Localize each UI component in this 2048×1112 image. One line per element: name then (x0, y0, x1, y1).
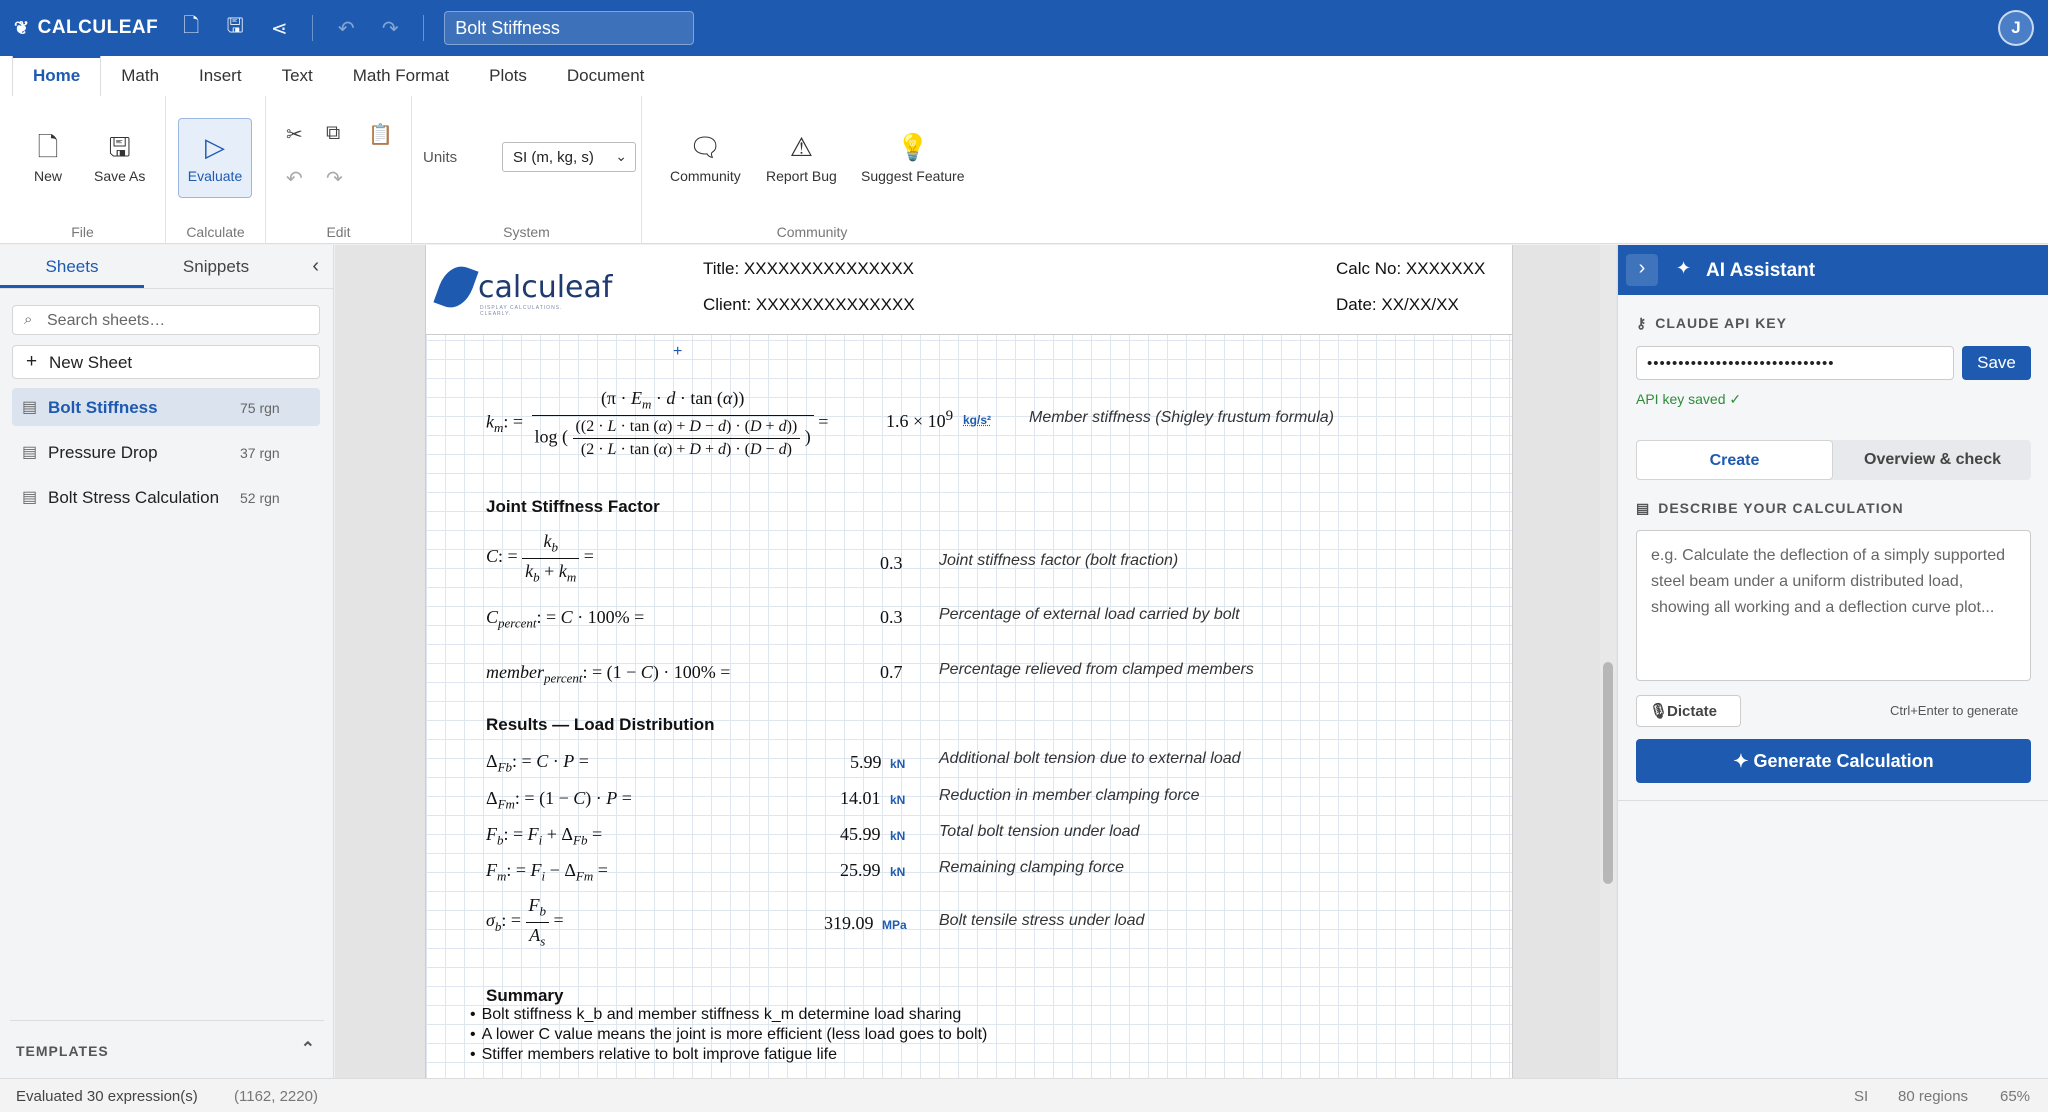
sheet-name: Bolt Stiffness (48, 398, 158, 417)
paste-icon[interactable]: 📋 (368, 124, 393, 146)
equation-member-percent[interactable]: member$_{percent}$: = (1 − C) · 100% = (486, 662, 731, 686)
equation-Fm[interactable]: $F_m$: = $F_i - \Delta_{Fm}$ = (486, 860, 608, 884)
undo-icon[interactable]: ↶ (337, 17, 355, 40)
unit-delta-Fb: kN (890, 757, 906, 771)
search-sheets-input[interactable] (12, 305, 320, 335)
units-select[interactable] (502, 142, 636, 172)
list-item: • Stiffer members relative to bolt improve fatigue life (470, 1045, 987, 1065)
equation-sigma-b[interactable]: $\sigma_b$: = $\frac{F_b}{A_s}$ = (486, 895, 564, 949)
sheets-panel (0, 245, 334, 1078)
chevron-up-icon: ⌃ (300, 1039, 316, 1058)
share-icon[interactable]: ⋖ (270, 17, 288, 40)
templates-section[interactable] (10, 1020, 324, 1078)
generate-calculation-button[interactable] (1636, 739, 2031, 783)
tab-math-format[interactable]: Math Format (352, 66, 450, 85)
new-label: New (34, 168, 63, 184)
group-label-community: Community (776, 224, 848, 240)
result-km: $1.6 \times 10^9$ (886, 408, 954, 431)
equation-delta-Fb[interactable]: $\Delta_{Fb}$: = C · P = (486, 751, 589, 775)
header-date: Date: XX/XX/XX (1336, 295, 1459, 314)
summary-list (470, 1005, 987, 1065)
report-bug-label: Report Bug (766, 168, 837, 184)
status-units: SI (1854, 1088, 1869, 1105)
section-joint-stiffness: Joint Stiffness Factor (486, 497, 660, 516)
insert-region-plus-icon[interactable]: + (673, 343, 683, 360)
search-icon: ⌕ (24, 311, 33, 328)
evaluate-button[interactable] (178, 118, 252, 198)
sidebar-item-bolt-stiffness[interactable] (12, 388, 320, 426)
tab-document[interactable]: Document (566, 66, 645, 85)
new-sheet-label: New Sheet (49, 353, 133, 372)
tab-snippets[interactable]: Snippets (182, 257, 250, 276)
cut-icon[interactable]: ✂ (286, 124, 303, 146)
key-icon: ⚷ (1636, 315, 1648, 331)
leaf-logo-icon (433, 261, 478, 313)
unit-sigma-b: MPa (882, 918, 907, 932)
redo-icon[interactable]: ↷ (326, 168, 343, 190)
describe-label: ▤ DESCRIBE YOUR CALCULATION (1636, 500, 1904, 516)
ai-panel-title: AI Assistant (1706, 260, 1816, 281)
chat-icon: 🗨 (688, 132, 722, 162)
unit-Fb: kN (890, 829, 906, 843)
ribbon (0, 96, 2048, 244)
equation-Fb[interactable]: $F_b$: = $F_i + \Delta_{Fb}$ = (486, 824, 603, 848)
units-label: Units (423, 149, 458, 166)
result-C: 0.3 (880, 553, 903, 573)
sheet-region-count: 75 rgn (240, 400, 280, 416)
status-evaluated: Evaluated 30 expression(s) (16, 1088, 198, 1105)
suggest-feature-button[interactable] (861, 132, 965, 184)
save-icon[interactable]: 🖫 (226, 15, 244, 37)
community-button[interactable] (670, 132, 741, 184)
panel-divider (1618, 800, 2048, 801)
unit-km: kg/s² (963, 413, 992, 427)
group-label-file: File (71, 224, 94, 240)
sidebar-item-bolt-stress-calculation[interactable] (12, 478, 320, 516)
document-icon: ▤ (22, 444, 38, 461)
header-title: Title: XXXXXXXXXXXXXXX (703, 259, 915, 278)
menu-tabs (0, 56, 2048, 96)
collapse-sidebar-icon[interactable]: ‹ (312, 255, 319, 277)
desc-delta-Fb: Additional bolt tension due to external load (939, 750, 1241, 767)
result-delta-Fb: 5.99 (850, 752, 882, 772)
tab-overview-check[interactable]: Overview & check (1864, 451, 2001, 468)
result-Fb: 45.99 (840, 824, 881, 844)
new-file-icon[interactable]: 🗋 (183, 15, 200, 37)
worksheet-header (426, 245, 1513, 335)
ribbon-group-edit (266, 96, 412, 244)
ribbon-group-calculate (166, 96, 266, 244)
units-value: SI (m, kg, s) (513, 149, 594, 166)
app-brand[interactable] (14, 17, 158, 39)
toolbar-divider (423, 15, 424, 41)
sparkle-icon: ✦ (1733, 751, 1754, 771)
logo-text: calculeaf (478, 269, 613, 305)
warning-icon: ⚠ (789, 132, 814, 162)
section-summary: Summary (486, 986, 564, 1005)
sheet-name: Pressure Drop (48, 443, 158, 462)
result-member-percent: 0.7 (880, 662, 903, 682)
generate-label: Generate Calculation (1753, 751, 1934, 771)
plus-icon: + (26, 351, 38, 372)
desc-C: Joint stiffness factor (bolt fraction) (939, 552, 1179, 569)
result-Fm: 25.99 (840, 860, 881, 880)
document-icon: ▤ (22, 489, 38, 506)
save-as-label: Save As (94, 168, 146, 184)
section-results: Results — Load Distribution (486, 715, 715, 734)
templates-label: TEMPLATES (16, 1043, 109, 1059)
equation-delta-Fm[interactable]: $\Delta_{Fm}$: = (1 − C) · P = (486, 788, 632, 812)
tab-plots[interactable]: Plots (489, 66, 527, 85)
desc-Fb: Total bolt tension under load (939, 823, 1140, 840)
unit-delta-Fm: kN (890, 793, 906, 807)
suggest-feature-label: Suggest Feature (861, 168, 965, 184)
sheet-name: Bolt Stress Calculation (48, 488, 220, 507)
redo-icon[interactable]: ↷ (381, 17, 399, 40)
status-coordinates: (1162, 2220) (234, 1088, 318, 1105)
result-delta-Fm: 14.01 (840, 788, 881, 808)
result-C-percent: 0.3 (880, 607, 903, 627)
group-label-calculate: Calculate (186, 224, 245, 240)
desc-km: Member stiffness (Shigley frustum formula) (1029, 409, 1334, 426)
save-icon: 🖫 (108, 132, 131, 162)
header-client: Client: XXXXXXXXXXXXXX (703, 295, 915, 314)
document-icon: ▤ (22, 399, 38, 416)
tab-math[interactable]: Math (121, 66, 160, 85)
save-api-key-button[interactable]: Save (1962, 346, 2031, 380)
status-bar (0, 1078, 2048, 1112)
dictate-label: Dictate (1667, 703, 1718, 720)
worksheet-page[interactable] (425, 245, 1513, 1078)
sheet-region-count: 37 rgn (240, 445, 280, 461)
report-bug-button[interactable] (766, 132, 837, 184)
group-label-edit: Edit (326, 224, 351, 240)
equation-km[interactable]: $k_m$: = $(\pi \cdot E_m \cdot d \cdot \tan (\alpha))$ log ( $\frac{((2 \cdot L \cdot \tan (\alpha) + D - d) \cdot (D + d))}{(2 \cdot L \cdot \tan (\alpha) + D + d) \cdot (D - d)}$ ) = (486, 388, 829, 458)
lightbulb-icon: 💡 (896, 132, 929, 162)
new-button[interactable] (34, 132, 62, 184)
logo-tagline: DISPLAY CALCULATIONS. CLEARLY. (480, 305, 563, 317)
community-label: Community (670, 168, 741, 184)
document-title-field[interactable]: Bolt Stiffness (444, 11, 694, 45)
sidebar-item-pressure-drop[interactable] (12, 433, 320, 471)
equation-C-percent[interactable]: $C_{percent}$: = C · 100% = (486, 607, 645, 631)
generate-shortcut-hint: Ctrl+Enter to generate (1890, 703, 2019, 718)
header-calc-no: Calc No: XXXXXXX (1336, 259, 1486, 278)
scrollbar-thumb[interactable] (1603, 662, 1613, 884)
result-sigma-b: 319.09 (824, 913, 874, 933)
microphone-icon: 🎙 (1649, 703, 1669, 720)
tab-text[interactable]: Text (281, 66, 313, 85)
chevron-down-icon: ⌄ (615, 148, 627, 164)
ribbon-group-system (412, 96, 642, 244)
leaf-logo-icon: ❦ (14, 17, 30, 38)
copy-icon[interactable]: ⧉ (326, 122, 341, 144)
new-sheet-button[interactable] (12, 345, 320, 379)
desc-C-percent: Percentage of external load carried by bolt (939, 606, 1240, 623)
title-bar (0, 0, 2048, 56)
app-name: CALCULEAF (37, 17, 159, 38)
play-icon: ▷ (205, 132, 225, 162)
describe-calculation-textarea[interactable]: e.g. Calculate the deflection of a simply supported steel beam under a uniform distributed load, showing all working and a deflection curve plot... (1636, 530, 2031, 681)
search-placeholder: Search sheets… (47, 312, 166, 329)
api-key-label: ⚷ CLAUDE API KEY (1636, 315, 1787, 331)
desc-delta-Fm: Reduction in member clamping force (939, 787, 1200, 804)
evaluate-label: Evaluate (187, 168, 243, 184)
desc-sigma-b: Bolt tensile stress under load (939, 912, 1145, 929)
undo-icon[interactable]: ↶ (286, 168, 303, 190)
group-label-system: System (503, 224, 550, 240)
list-icon: ▤ (1636, 500, 1651, 516)
user-avatar[interactable]: J (1998, 10, 2034, 46)
expand-panel-icon[interactable]: › (1626, 254, 1658, 286)
toolbar-divider (312, 15, 313, 41)
api-key-saved-status: API key saved ✓ (1636, 391, 1742, 407)
tab-create[interactable]: Create (1636, 440, 1833, 480)
status-region-count: 80 regions (1898, 1088, 1969, 1105)
ai-panel-header (1618, 245, 2048, 295)
sidebar-tabs (0, 245, 333, 289)
sparkle-icon: ✦ (1676, 258, 1692, 278)
tab-sheets[interactable]: Sheets (0, 245, 144, 288)
save-as-button[interactable] (94, 132, 145, 184)
desc-Fm: Remaining clamping force (939, 859, 1124, 876)
calculeaf-logo (440, 265, 613, 317)
tab-insert[interactable]: Insert (199, 66, 242, 85)
unit-Fm: kN (890, 865, 906, 879)
ai-mode-tabs (1636, 440, 2031, 480)
dictate-button[interactable] (1636, 695, 1741, 727)
new-document-icon: 🗋 (37, 132, 59, 162)
list-item: • A lower C value means the joint is more efficient (less load goes to bolt) (470, 1025, 987, 1045)
tab-home[interactable]: Home (12, 55, 101, 96)
equation-C[interactable]: C: = $\frac{k_b}{k_b + k_m}$ = (486, 531, 594, 585)
ribbon-group-file (0, 96, 166, 244)
status-zoom[interactable]: 65% (2000, 1088, 2031, 1105)
ribbon-group-community (648, 96, 976, 244)
sheet-region-count: 52 rgn (240, 490, 280, 506)
api-key-input[interactable]: •••••••••••••••••••••••••••••• (1636, 346, 1954, 380)
list-item: • Bolt stiffness k_b and member stiffness k_m determine load sharing (470, 1005, 987, 1025)
ai-assistant-panel (1617, 245, 2048, 1078)
desc-member-percent: Percentage relieved from clamped members (939, 661, 1254, 678)
